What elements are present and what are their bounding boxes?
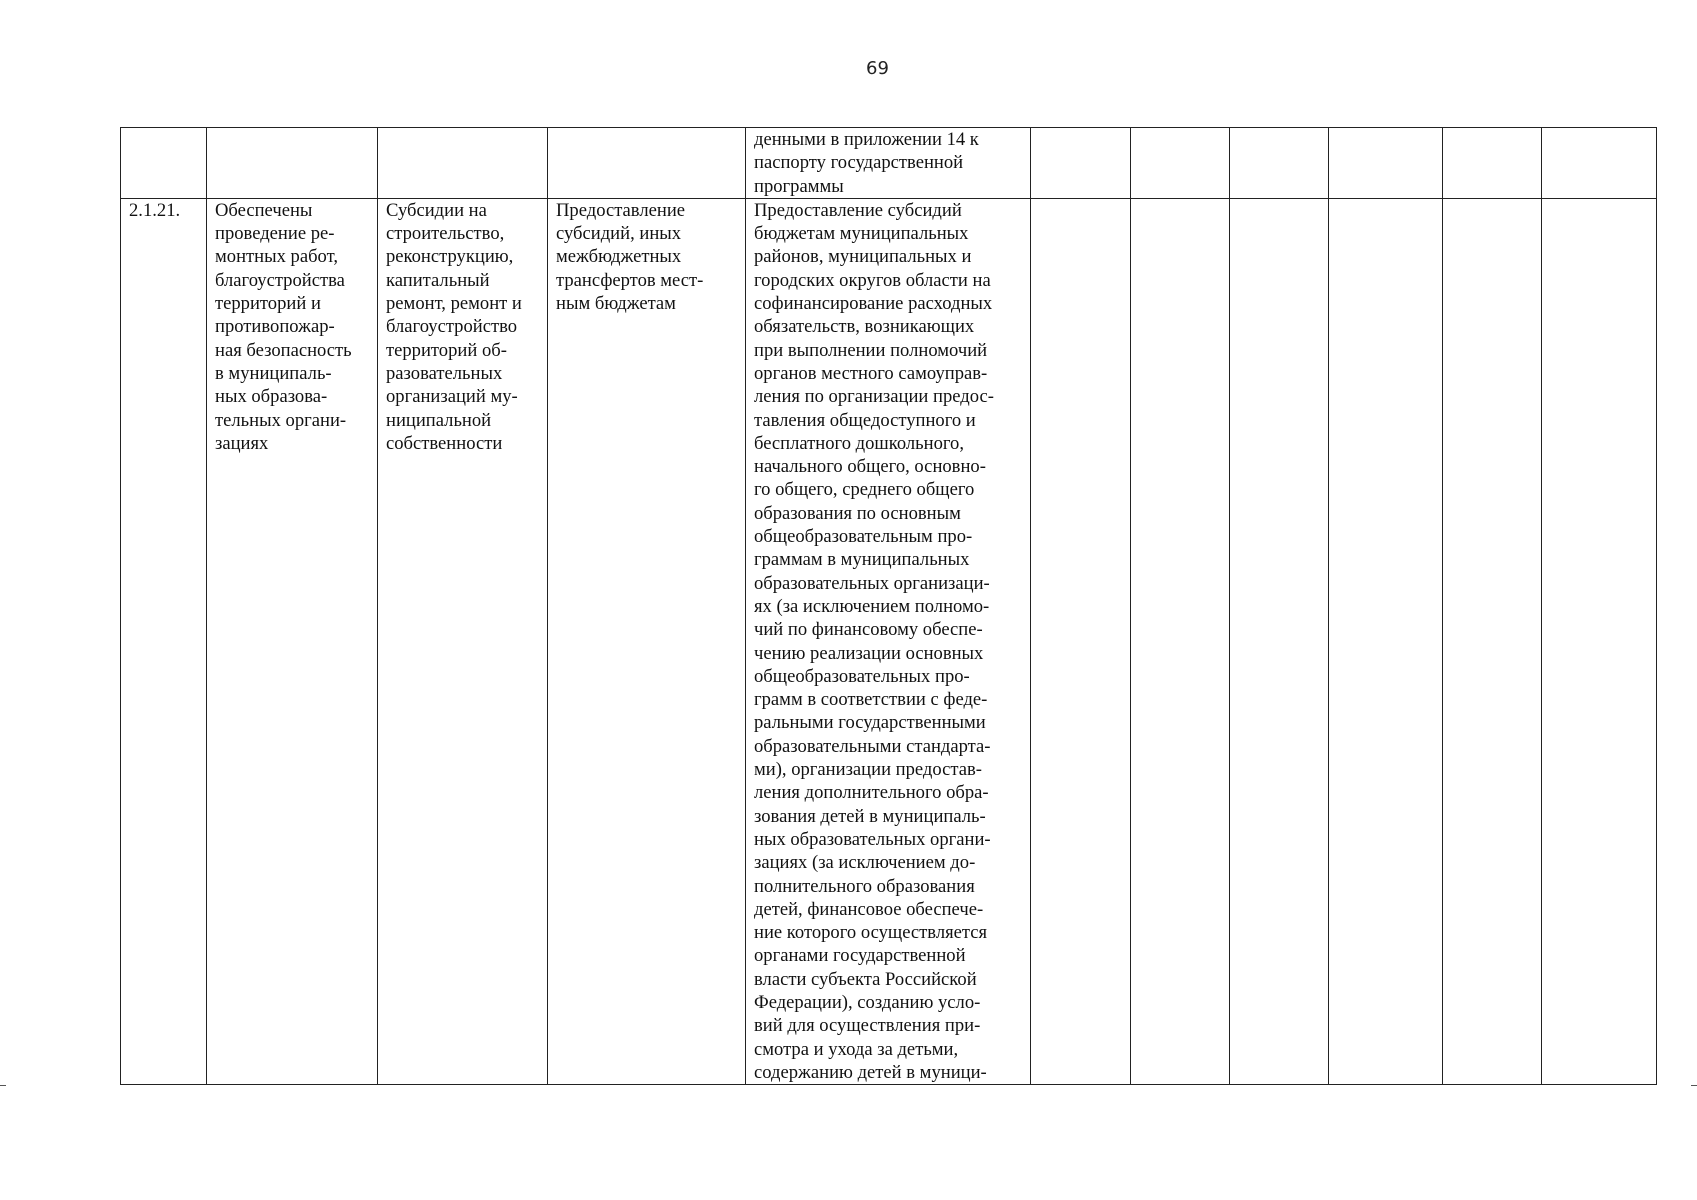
program-table — [120, 127, 1657, 1085]
cell-number-empty — [121, 128, 207, 199]
cell-result-empty — [207, 128, 378, 199]
cell-mechanism: Предоставление субсидий, иных межбюджетных трансфертов мест- ным бюджетам — [548, 198, 746, 1084]
cell-empty-10 — [1443, 128, 1542, 199]
scan-edge-mark-left — [0, 1085, 6, 1086]
cell-empty-6 — [1031, 198, 1131, 1084]
scan-edge-mark-right — [1691, 1085, 1697, 1086]
cell-description-continuation: денными в приложении 14 к паспорту государственной программы — [746, 128, 1031, 199]
cell-empty-10 — [1443, 198, 1542, 1084]
cell-empty-11 — [1542, 128, 1657, 199]
cell-empty-6 — [1031, 128, 1131, 199]
cell-subsidy-empty — [378, 128, 548, 199]
cell-empty-8 — [1230, 198, 1329, 1084]
cell-empty-8 — [1230, 128, 1329, 199]
cell-item-number: 2.1.21. — [121, 198, 207, 1084]
cell-description: Предоставление субсидий бюджетам муниципальных районов, муниципальных и городских округов области на софинансирование расходных обязательств, возникающих при выполнении полномочий органов местного самоуправ- ления по организации предос- тавления общедоступного и бесплатного дошкольного, начального общего, основно- го общего, среднего общего образования по основным общеобразовательным про- граммам в муниципальных образовательных организаци- ях (за исключением полномо- чий по финансовому обеспе- чению реализации основных общеобразовательных про- грамм в соответствии с феде- ральными государственными образовательными стандарта- ми), организации предостав- ления дополнительного обра- зования детей в муниципаль- ных образовательных органи- зациях (за исключением до- полнительного образования детей, финансовое обеспече- ние которого осуществляется органами государственной власти субъекта Российской Федерации), созданию усло- вий для осуществления при- смотра и ухода за детьми, содержанию детей в муници- — [746, 198, 1031, 1084]
page-number: 69 — [866, 58, 889, 79]
table-row-2-1-21 — [121, 198, 1657, 1084]
cell-empty-9 — [1329, 128, 1443, 199]
cell-mechanism-empty — [548, 128, 746, 199]
cell-empty-7 — [1131, 128, 1230, 199]
cell-empty-11 — [1542, 198, 1657, 1084]
cell-empty-9 — [1329, 198, 1443, 1084]
cell-subsidy: Субсидии на строительство, реконструкцию, капитальный ремонт, ремонт и благоустройство территорий об- разовательных организаций му- ниципальной собственности — [378, 198, 548, 1084]
cell-empty-7 — [1131, 198, 1230, 1084]
cell-result: Обеспечены проведение ре- монтных работ, благоустройства территорий и противопожар- ная безопасность в муниципаль- ных образова- тельных органи- зациях — [207, 198, 378, 1084]
table-row-continuation — [121, 128, 1657, 199]
